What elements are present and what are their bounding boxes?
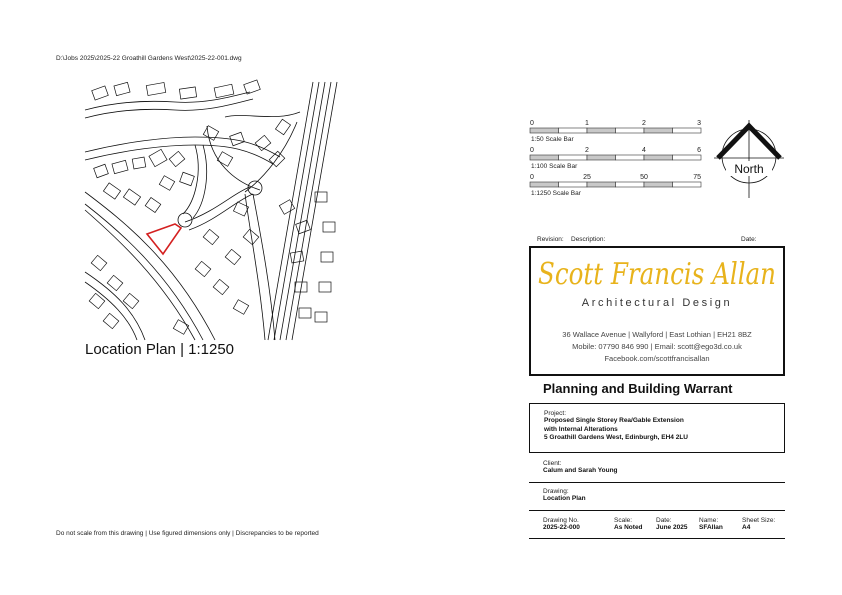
name-value: SFAllan [699, 524, 723, 531]
scale-segment [616, 182, 645, 187]
north-arrow [712, 118, 786, 200]
scale-segment [587, 155, 616, 160]
scale-segment [673, 155, 702, 160]
scale-tick-label: 25 [583, 174, 591, 181]
signature-logo [531, 250, 783, 294]
sheet-title: Planning and Building Warrant [543, 381, 733, 396]
sheet-size-label: Sheet Size: [742, 517, 776, 524]
contact-line: Mobile: 07790 846 990 | Email: scott@ego3d.co.uk [572, 342, 742, 351]
scale-block [614, 517, 643, 533]
name-block [699, 517, 723, 533]
divider [529, 482, 785, 483]
location-plan-title: Location Plan | 1:1250 [85, 341, 235, 358]
scale-tick-label: 6 [697, 147, 701, 154]
description-label: Description: [571, 236, 606, 243]
scale-tick-label: 2 [642, 120, 646, 127]
railway-lines [268, 82, 337, 340]
location-plan-map [85, 82, 343, 340]
project-line-2: with Internal Alterations [544, 425, 618, 433]
scale-tick-label: 2 [585, 147, 589, 154]
drawing-label: Drawing: [543, 488, 569, 495]
drawing-no-value: 2025-22-000 [543, 524, 580, 531]
scale-tick-label: 75 [693, 174, 701, 181]
scale-segment [530, 155, 559, 160]
scale-segment [616, 155, 645, 160]
address-line: 36 Wallace Avenue | Wallyford | East Lothian | EH21 8BZ [562, 330, 752, 339]
client-value: Calum and Sarah Young [543, 467, 618, 474]
scale-bars [527, 118, 707, 198]
date-label: Date: [656, 517, 672, 524]
logo-subtitle: Architectural Design [581, 297, 733, 309]
scale-bar-caption: 1:100 Scale Bar [531, 163, 578, 170]
drawing-no-label: Drawing No. [543, 517, 579, 524]
divider [529, 510, 785, 511]
scale-segment [673, 182, 702, 187]
sheet-size-block [742, 517, 775, 533]
scale-segment [673, 128, 702, 133]
scale-segment [559, 155, 588, 160]
client-block [543, 460, 618, 476]
web-line: Facebook.com/scottfrancisallan [604, 354, 710, 363]
drawing-block [543, 488, 586, 504]
scale-segment [559, 182, 588, 187]
scale-segment [530, 182, 559, 187]
scale-tick-label: 0 [530, 120, 534, 127]
project-box [529, 403, 785, 453]
scale-value: As Noted [614, 524, 643, 531]
drawing-value: Location Plan [543, 495, 586, 502]
scale-tick-label: 50 [640, 174, 648, 181]
site-outline [147, 224, 181, 254]
buildings [89, 80, 335, 334]
date-block [656, 517, 687, 533]
name-label: Name: [699, 517, 719, 524]
project-line-3: 5 Groathill Gardens West, Edinburgh, EH4 2LU [544, 434, 688, 441]
drawing-no-block [543, 517, 580, 533]
scale-segment [644, 182, 673, 187]
project-line-1: Proposed Single Storey Rea/Gable Extension [544, 417, 684, 424]
scale-tick-label: 0 [530, 147, 534, 154]
scale-tick-label: 1 [585, 120, 589, 127]
scale-segment [644, 155, 673, 160]
scale-segment [587, 128, 616, 133]
disclaimer: Do not scale from this drawing | Use figured dimensions only | Discrepancies to be reported [56, 530, 319, 537]
scale-segment [559, 128, 588, 133]
project-label: Project: [544, 410, 567, 417]
logo-script-name: Scott Francis Allan [538, 257, 776, 292]
scale-segment [587, 182, 616, 187]
scale-tick-label: 3 [697, 120, 701, 127]
north-label: North [734, 162, 764, 176]
revision-date-label: Date: [741, 236, 757, 243]
sheet-size-value: A4 [742, 524, 751, 531]
scale-segment [644, 128, 673, 133]
map-drawing [85, 82, 343, 340]
revision-label: Revision: [537, 236, 564, 243]
scale-tick-label: 4 [642, 147, 646, 154]
divider [529, 538, 785, 539]
scale-label: Scale: [614, 517, 633, 524]
scale-bar-caption: 1:1250 Scale Bar [531, 190, 581, 197]
practice-contact [531, 329, 783, 365]
practice-logo-block [529, 246, 785, 376]
client-label: Client: [543, 460, 562, 467]
scale-segment [616, 128, 645, 133]
scale-segment [530, 128, 559, 133]
file-path: D:\Jobs 2025\2025-22 Groathill Gardens West\2025-22-001.dwg [56, 55, 242, 62]
scale-tick-label: 0 [530, 174, 534, 181]
scale-bar-caption: 1:50 Scale Bar [531, 136, 574, 143]
date-value: June 2025 [656, 524, 688, 531]
